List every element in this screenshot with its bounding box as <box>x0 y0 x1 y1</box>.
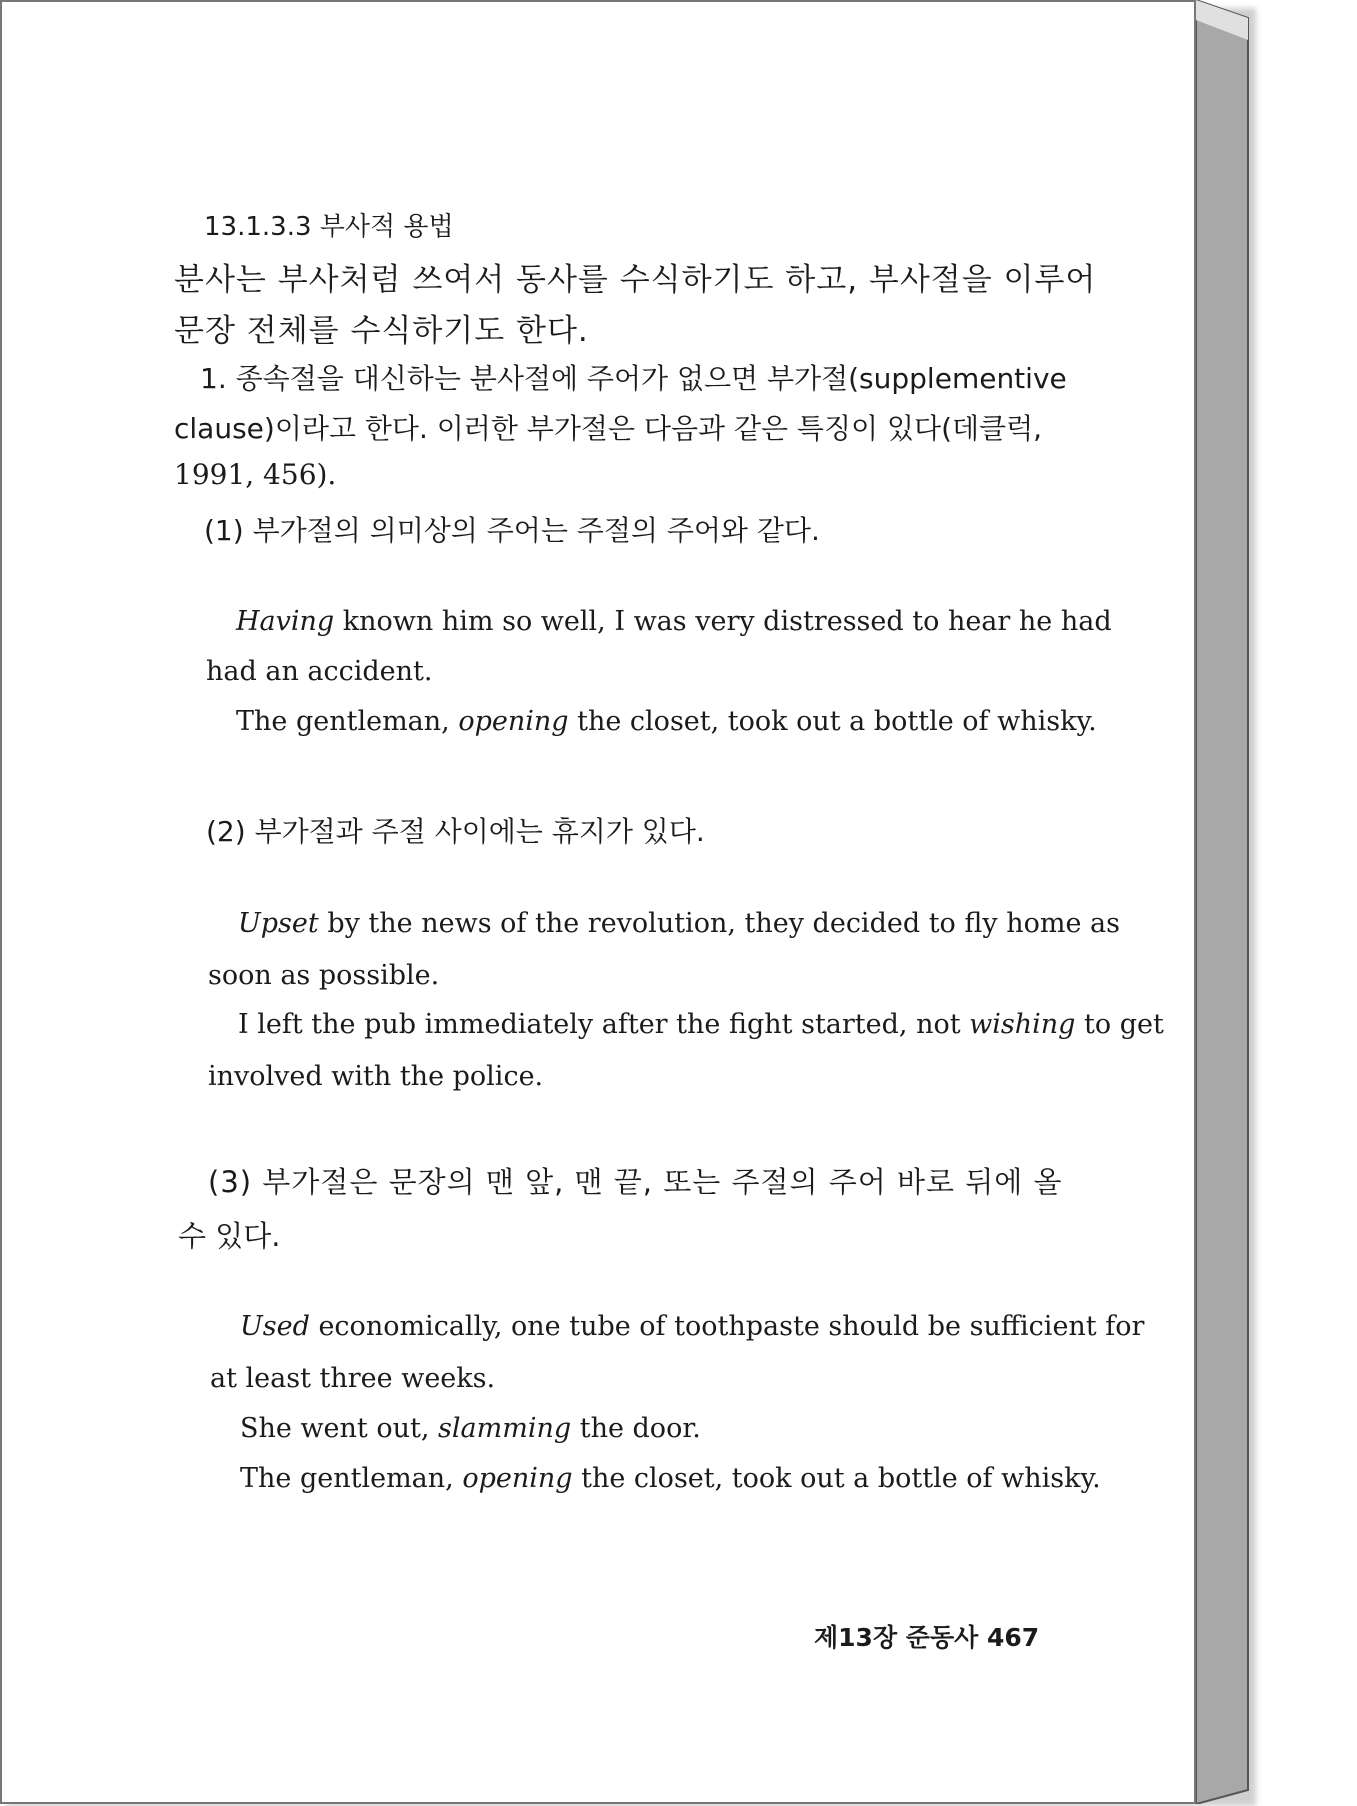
feature1-example2-pre: The gentleman, <box>236 706 459 737</box>
feature3-example3-participle: opening <box>462 1463 573 1494</box>
feature1-title: (1) 부가절의 의미상의 주어는 주절의 주어와 같다. <box>204 514 820 547</box>
feature2-example2-post: to get <box>1075 1009 1164 1040</box>
feature3-example1-participle: Used <box>240 1311 310 1342</box>
section-heading: 13.1.3.3 부사적 용법 <box>204 212 454 242</box>
feature1-example1-rest: known him so well, I was very distressed to hear he had <box>334 606 1112 637</box>
feature2-example2-participle: wishing <box>969 1009 1076 1040</box>
feature2-example1-rest: by the news of the revolution, they decided to fly home as <box>318 908 1120 939</box>
feature3-example3-pre: The gentleman, <box>240 1463 463 1494</box>
feature2-example1-participle: Upset <box>238 908 319 939</box>
feature3-title-line-2: 수 있다. <box>178 1219 281 1253</box>
feature3-title-line-1: (3) 부가절은 문장의 맨 앞, 맨 끝, 또는 주절의 주어 바로 뒤에 올 <box>208 1165 1063 1199</box>
feature1-example1-cont: had an accident. <box>206 656 433 687</box>
feature2-example1-cont: soon as possible. <box>208 960 440 991</box>
feature3-example2-participle: slamming <box>438 1413 572 1444</box>
feature2-example2-pre: I left the pub immediately after the fight started, not <box>238 1009 970 1040</box>
feature1-example2-post: the closet, took out a bottle of whisky. <box>568 706 1097 737</box>
feature3-example1-cont: at least three weeks. <box>210 1363 496 1394</box>
feature3-example2 <box>240 1413 701 1444</box>
feature1-example2-participle: opening <box>458 706 569 737</box>
point1-line-3: 1991, 456). <box>174 458 337 491</box>
feature3-example2-post: the door. <box>571 1413 701 1444</box>
page-number-footer: 제13장 준동사 467 <box>814 1623 1040 1652</box>
intro-line-1: 분사는 부사처럼 쓰여서 동사를 수식하기도 하고, 부사절을 이루어 <box>174 262 1097 298</box>
feature2-title: (2) 부가절과 주절 사이에는 휴지가 있다. <box>206 815 705 848</box>
feature3-example1 <box>240 1311 1144 1342</box>
feature1-example1-participle: Having <box>236 606 335 637</box>
feature2-example2 <box>238 1009 1164 1040</box>
feature2-example1 <box>238 908 1120 939</box>
feature1-example2 <box>236 706 1097 737</box>
intro-line-2: 문장 전체를 수식하기도 한다. <box>174 313 589 349</box>
point1-line-2: clause)이라고 한다. 이러한 부가절은 다음과 같은 특징이 있다(데클럭, <box>174 412 1043 445</box>
feature3-example3 <box>240 1463 1101 1494</box>
feature3-example1-rest: economically, one tube of toothpaste should be sufficient for <box>309 1311 1145 1342</box>
point1-line-1: 1. 종속절을 대신하는 분사절에 주어가 없으면 부가절(supplementive <box>200 362 1067 395</box>
feature3-example2-pre: She went out, <box>240 1413 439 1444</box>
book-edge <box>1196 0 1252 1804</box>
feature3-example3-post: the closet, took out a bottle of whisky. <box>572 1463 1101 1494</box>
feature1-example1 <box>236 606 1112 637</box>
feature2-example2-cont: involved with the police. <box>208 1061 544 1092</box>
